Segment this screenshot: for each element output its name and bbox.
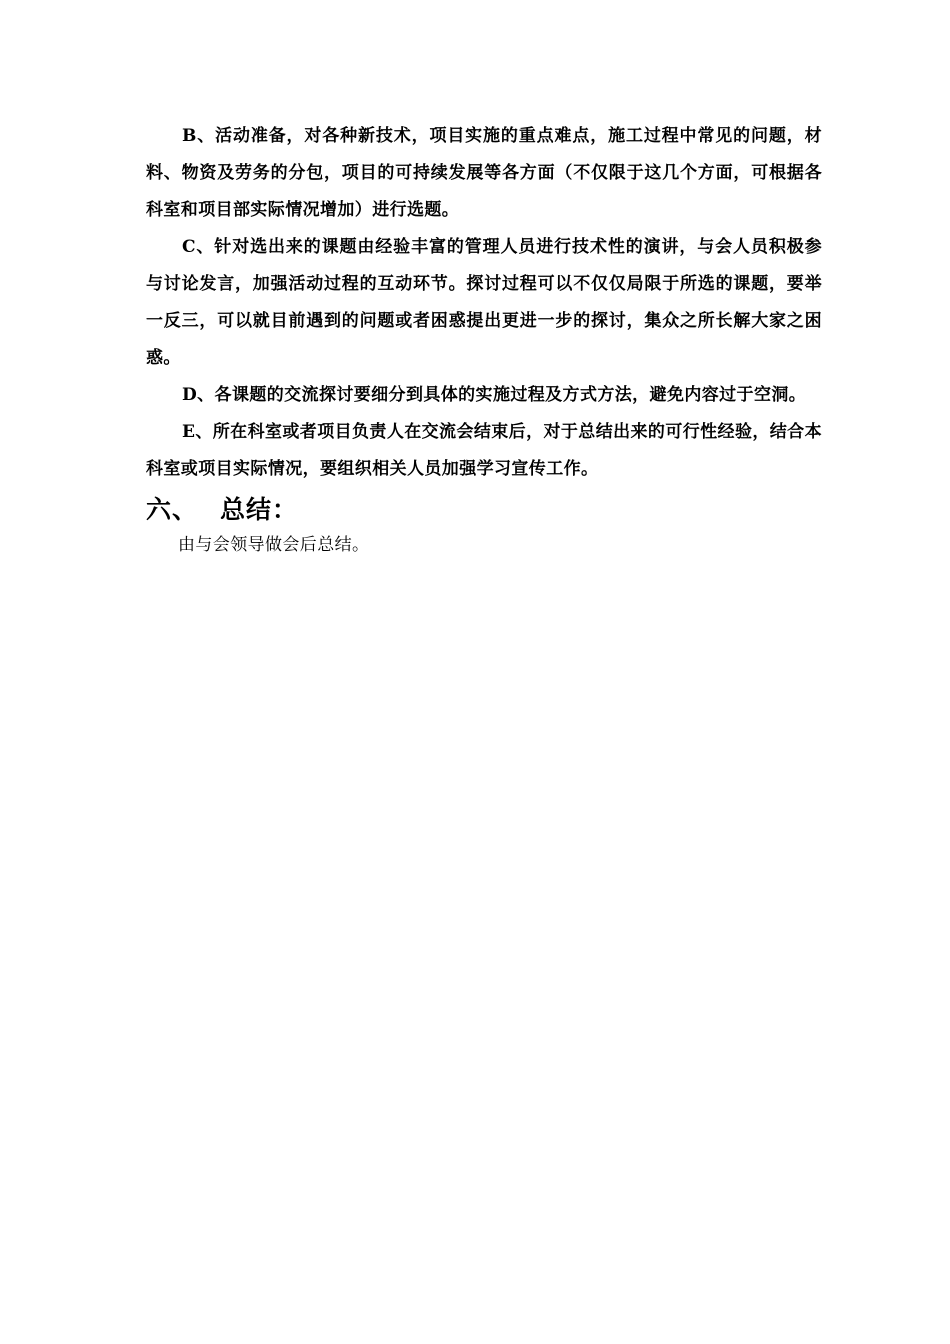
paragraph-c: C、针对选出来的课题由经验丰富的管理人员进行技术性的演讲，与会人员积极参与讨论发言，加强活动过程的互动环节。探讨过程可以不仅仅局限于所选的课题，要举一反三，可以就目前遇到的问题或者困惑提出更进一步的探讨，集众之所长解大家之困惑。 bbox=[146, 237, 822, 368]
document-body bbox=[146, 118, 822, 560]
paragraph-d: D、各课题的交流探讨要细分到具体的实施过程及方式方法，避免内容过于空洞。 bbox=[182, 385, 807, 405]
paragraph-b: B、活动准备，对各种新技术，项目实施的重点难点，施工过程中常见的问题，材料、物资及劳务的分包，项目的可持续发展等各方面（不仅限于这几个方面，可根据各科室和项目部实际情况增加）进行选题。 bbox=[146, 126, 822, 220]
section-title: 总结： bbox=[220, 495, 299, 524]
section-heading bbox=[146, 490, 822, 530]
section-number: 六、 bbox=[146, 495, 199, 524]
paragraph-e: E、所在科室或者项目负责人在交流会结束后，对于总结出来的可行性经验，结合本科室或项目实际情况，要组织相关人员加强学习宣传工作。 bbox=[146, 422, 822, 479]
summary-text: 由与会领导做会后总结。 bbox=[178, 535, 370, 555]
